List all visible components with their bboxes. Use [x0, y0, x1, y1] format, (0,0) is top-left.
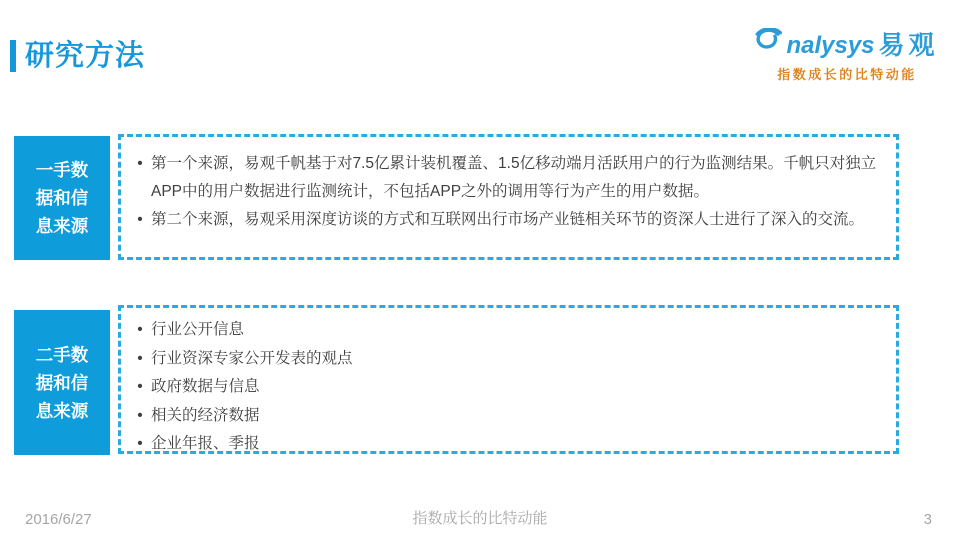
- bullet-text: 政府数据与信息: [151, 378, 260, 396]
- analysys-logo: [752, 28, 942, 83]
- footer-center-text: 指数成长的比特动能: [412, 510, 548, 527]
- list-item: [129, 206, 884, 234]
- analysys-swoosh-icon: [755, 28, 782, 56]
- logo-tagline: 指数成长的比特动能: [777, 67, 917, 82]
- section-box-primary-sources: [118, 134, 899, 260]
- logo-row: [752, 28, 942, 58]
- section-label-text: 一手数据和信息来源: [35, 160, 89, 236]
- bullet-text: 行业公开信息: [151, 321, 245, 338]
- bullet-icon: •: [137, 155, 143, 172]
- title-accent-bar: [10, 40, 16, 72]
- section-label-text: 二手数据和信息来源: [35, 344, 89, 421]
- bullet-icon: •: [137, 321, 143, 338]
- bullet-text: 行业资深专家公开发表的观点: [151, 349, 353, 367]
- bullet-icon: •: [137, 406, 143, 424]
- bullet-list: [121, 308, 896, 459]
- bullet-list: [121, 137, 896, 234]
- slide-footer: [0, 508, 960, 528]
- bullet-icon: •: [137, 435, 143, 453]
- section-box-secondary-sources: [118, 305, 899, 454]
- bullet-text: 第一个来源，易观千帆基于对7.5亿累计装机覆盖、1.5亿移动端月活跃用户的行为监测结果。千帆只对独立APP中的用户数据进行监测统计，不包括APP之外的调用等行为产生的用户数据。: [151, 155, 877, 200]
- logo-text-cn: 易观: [878, 30, 939, 60]
- footer-date: 2016/6/27: [25, 511, 92, 528]
- footer-page-number: 3: [923, 511, 932, 528]
- bullet-icon: •: [137, 349, 143, 367]
- bullet-text: 企业年报、季报: [151, 435, 260, 453]
- page-title: 研究方法: [25, 39, 146, 72]
- list-item: [129, 316, 884, 345]
- list-item: [129, 345, 884, 374]
- list-item: [129, 150, 884, 206]
- bullet-icon: •: [137, 378, 143, 396]
- logo-text-en: nalysys: [786, 32, 875, 59]
- section-label-secondary-sources: [14, 310, 110, 455]
- list-item: [129, 430, 884, 459]
- section-label-primary-sources: [14, 136, 110, 260]
- bullet-icon: •: [137, 211, 143, 228]
- list-item: [129, 373, 884, 402]
- slide-header: [10, 40, 145, 72]
- bullet-text: 第二个来源，易观采用深度访谈的方式和互联网出行市场产业链相关环节的资深人士进行了深入的交流。: [151, 211, 865, 228]
- bullet-text: 相关的经济数据: [151, 406, 260, 424]
- list-item: [129, 402, 884, 431]
